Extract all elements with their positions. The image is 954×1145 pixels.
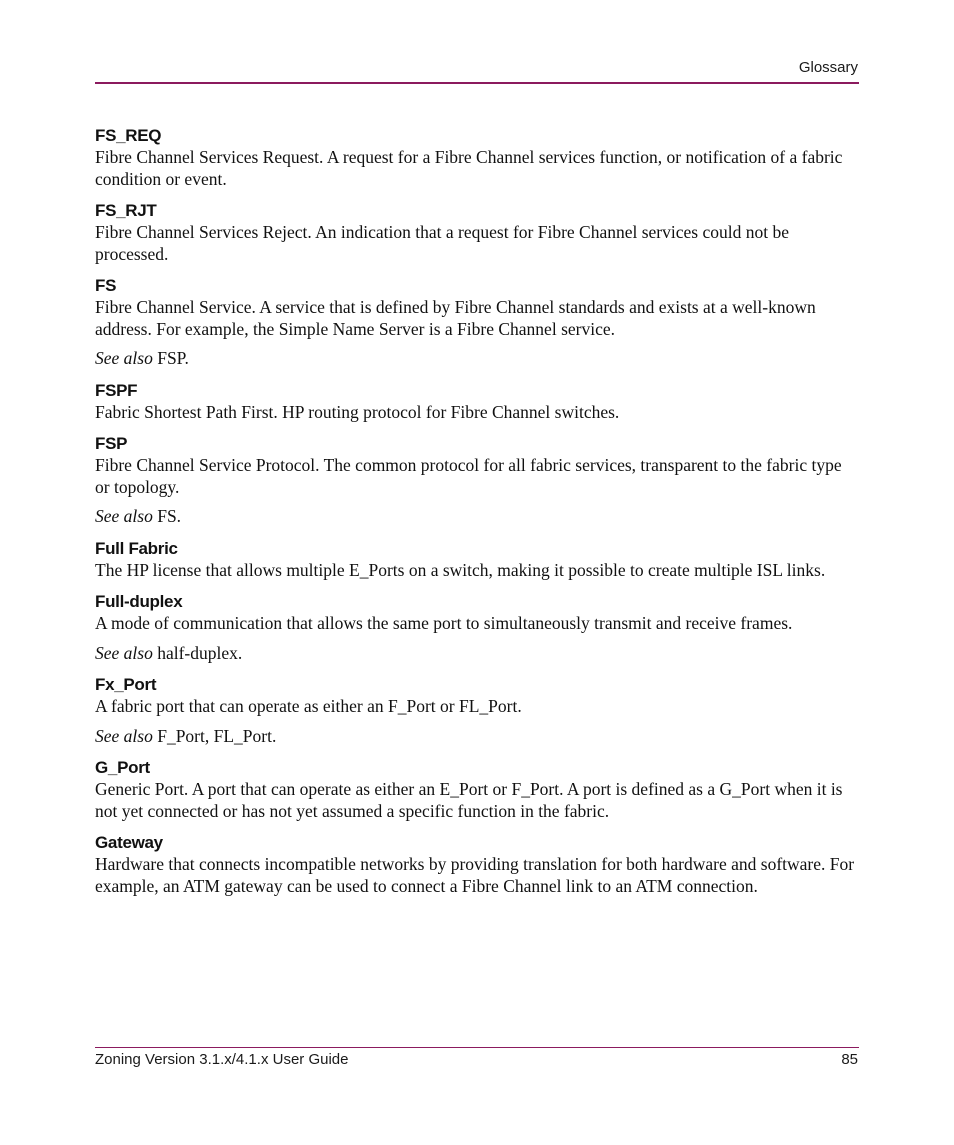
see-also-reference[interactable]: FSP. — [157, 348, 189, 368]
glossary-entry — [95, 674, 859, 747]
glossary-entry — [95, 433, 859, 528]
footer-rule — [95, 1047, 859, 1048]
glossary-term: FSPF — [95, 380, 138, 400]
glossary-term: Full-duplex — [95, 592, 183, 611]
see-also-label: See also — [95, 506, 153, 526]
glossary-term: FS_RJT — [95, 201, 157, 220]
glossary-entry — [95, 125, 859, 190]
header-rule — [95, 82, 859, 84]
see-also-reference[interactable]: F_Port, FL_Port. — [157, 725, 277, 746]
glossary-entry — [95, 538, 859, 582]
glossary-term: FSP — [95, 434, 128, 453]
glossary-term: Full Fabric — [95, 538, 178, 558]
glossary-term: Fx_Port — [95, 675, 157, 694]
see-also-line — [95, 348, 859, 370]
glossary-definition: Fibre Channel Services Reject. An indication that a request for Fibre Channel services could not be processed. — [95, 222, 789, 264]
glossary-entry — [95, 275, 859, 370]
glossary-term: Gateway — [95, 833, 163, 852]
glossary-list — [95, 125, 859, 907]
glossary-definition: A fabric port that can operate as either an F_Port or FL_Port. — [95, 696, 522, 716]
glossary-definition: Fibre Channel Service Protocol. The common protocol for all fabric services, transparent to the fabric type or topology. — [95, 455, 842, 497]
see-also-reference[interactable]: half-duplex. — [157, 642, 243, 663]
see-also-label: See also — [95, 348, 153, 368]
glossary-definition: Hardware that connects incompatible networks by providing translation for both hardware and software. For example, an ATM gateway can be used to connect a Fibre Channel link to an ATM connection. — [95, 854, 855, 896]
see-also-line — [95, 506, 859, 528]
glossary-definition: Fibre Channel Services Request. A request for a Fibre Channel services function, or notification of a fabric condition or event. — [95, 147, 843, 189]
footer-document-title: Zoning Version 3.1.x/4.1.x User Guide — [95, 1051, 349, 1068]
glossary-term: G_Port — [95, 758, 150, 777]
see-also-label: See also — [95, 725, 153, 746]
page-number: 85 — [841, 1051, 858, 1068]
glossary-definition: A mode of communication that allows the same port to simultaneously transmit and receive frames. — [95, 613, 793, 633]
glossary-entry — [95, 832, 859, 897]
see-also-line — [95, 726, 859, 748]
header-section-label: Glossary — [798, 59, 858, 76]
glossary-term: FS_REQ — [95, 126, 162, 145]
glossary-entry — [95, 757, 859, 822]
glossary-entry — [95, 591, 859, 664]
glossary-definition: Fibre Channel Service. A service that is defined by Fibre Channel standards and exists at a well-known address. For example, the Simple Name Server is a Fibre Channel service. — [95, 297, 816, 339]
glossary-entry — [95, 200, 859, 265]
see-also-reference[interactable]: FS. — [157, 506, 182, 526]
glossary-term: FS — [95, 276, 117, 295]
glossary-entry — [95, 380, 859, 424]
see-also-label: See also — [95, 642, 153, 663]
glossary-definition: Generic Port. A port that can operate as either an E_Port or F_Port. A port is defined as a G_Port when it is not yet connected or has not yet assumed a specific function in the fabric. — [95, 779, 843, 821]
see-also-line — [95, 643, 859, 665]
glossary-definition: Fabric Shortest Path First. HP routing protocol for Fibre Channel switches. — [95, 401, 620, 422]
glossary-definition: The HP license that allows multiple E_Ports on a switch, making it possible to create multiple ISL links. — [95, 559, 826, 580]
